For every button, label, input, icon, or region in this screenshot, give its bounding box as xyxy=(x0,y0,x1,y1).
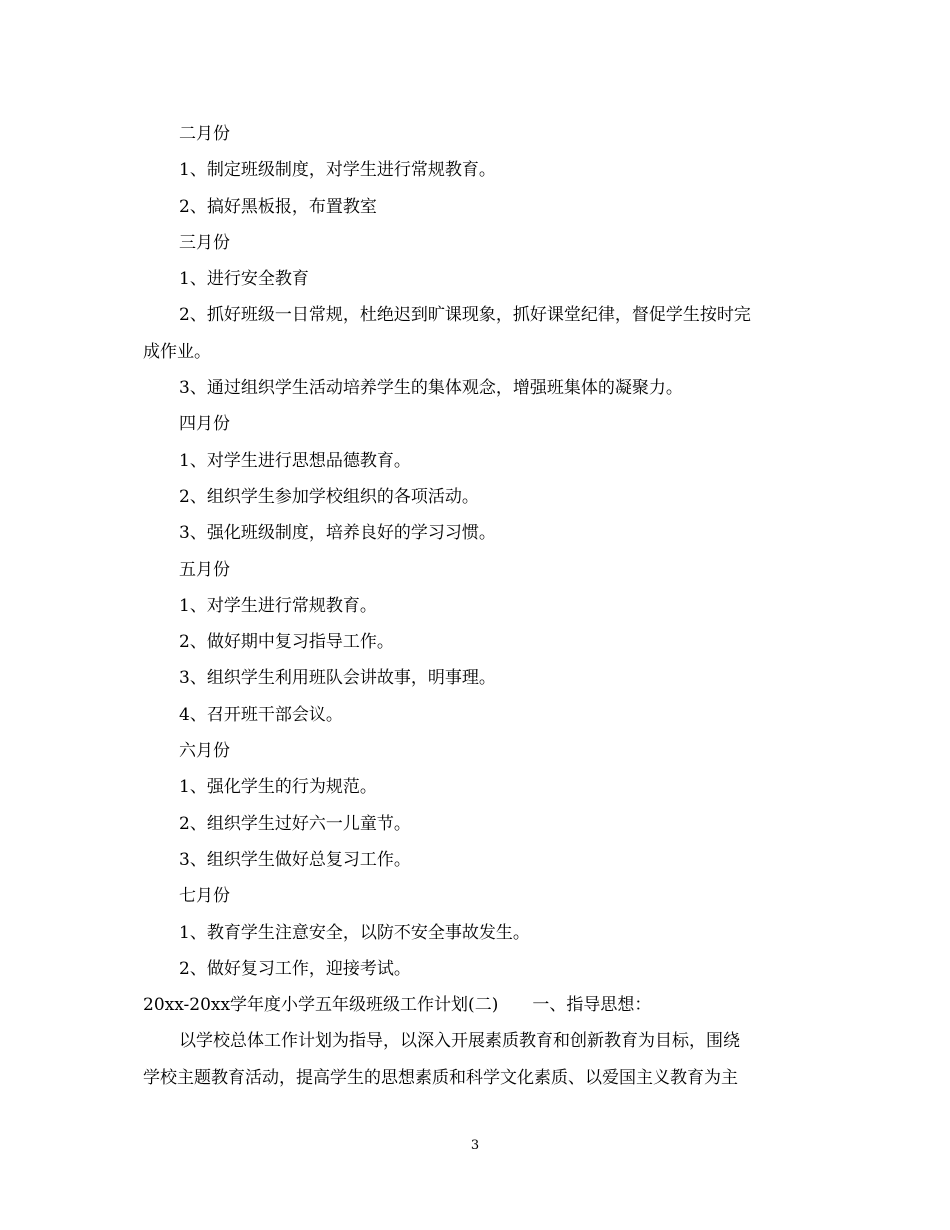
text-line: 2、搞好黑板报，布置教室 xyxy=(179,196,377,217)
text-line: 2、组织学生参加学校组织的各项活动。 xyxy=(179,486,479,507)
document-body xyxy=(143,116,808,1096)
text-line: 二月份 xyxy=(179,124,230,144)
page-number: 3 xyxy=(470,1138,480,1153)
text-line: 1、进行安全教育 xyxy=(179,269,309,290)
text-line: 3、通过组织学生活动培养学生的集体观念，增强班集体的凝聚力。 xyxy=(179,378,683,399)
text-line: 3、组织学生做好总复习工作。 xyxy=(179,849,411,870)
text-line: 以学校总体工作计划为指导，以深入开展素质教育和创新教育为目标，围绕 xyxy=(179,1031,740,1052)
text-line: 3、强化班级制度，培养良好的学习习惯。 xyxy=(179,523,496,544)
text-line: 2、做好复习工作，迎接考试。 xyxy=(179,958,411,979)
text-line: 2、组织学生过好六一儿童节。 xyxy=(179,813,411,834)
text-line: 五月份 xyxy=(179,559,230,580)
text-line: 七月份 xyxy=(179,886,230,907)
text-line: 1、对学生进行常规教育。 xyxy=(179,595,377,616)
text-line: 20xx-20xx学年度小学五年级班级工作计划(二) 一、指导思想： xyxy=(143,995,652,1016)
text-line: 学校主题教育活动，提高学生的思想素质和科学文化素质、以爱国主义教育为主 xyxy=(143,1067,738,1088)
text-line: 成作业。 xyxy=(143,341,211,362)
text-line: 三月份 xyxy=(179,232,230,253)
text-line: 1、制定班级制度，对学生进行常规教育。 xyxy=(179,160,496,181)
text-line: 1、对学生进行思想品德教育。 xyxy=(179,450,411,471)
text-line: 1、强化学生的行为规范。 xyxy=(179,777,377,798)
text-line: 2、做好期中复习指导工作。 xyxy=(179,632,394,653)
text-line: 六月份 xyxy=(179,741,230,762)
text-line: 2、抓好班级一日常规，杜绝迟到旷课现象，抓好课堂纪律，督促学生按时完 xyxy=(179,305,751,326)
text-line: 四月份 xyxy=(179,414,230,435)
text-line: 3、组织学生利用班队会讲故事，明事理。 xyxy=(179,668,496,689)
text-line: 4、召开班干部会议。 xyxy=(179,704,343,725)
text-line: 1、教育学生注意安全，以防不安全事故发生。 xyxy=(179,922,530,943)
